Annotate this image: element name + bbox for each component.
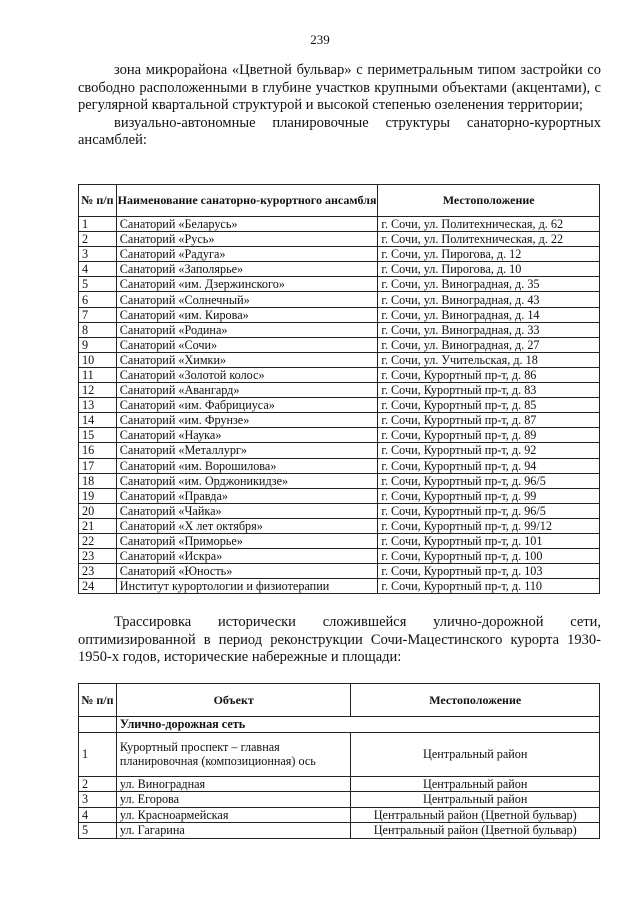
table-header-row xyxy=(79,185,600,217)
row-number: 24 xyxy=(79,579,117,594)
header-number: № п/п xyxy=(79,185,117,217)
row-number: 11 xyxy=(79,367,117,382)
row-location: г. Сочи, ул. Виноградная, д. 35 xyxy=(378,277,600,292)
row-name: Санаторий «Золотой колос» xyxy=(116,367,378,382)
row-number: 10 xyxy=(79,352,117,367)
row-name: Санаторий «Юность» xyxy=(116,564,378,579)
row-name: Санаторий «Авангард» xyxy=(116,383,378,398)
header-location: Местоположение xyxy=(351,684,600,717)
street-table-body xyxy=(79,717,600,839)
table-row xyxy=(79,247,600,262)
row-name: Санаторий «Родина» xyxy=(116,322,378,337)
row-location: г. Сочи, Курортный пр-т, д. 110 xyxy=(378,579,600,594)
table-row xyxy=(79,352,600,367)
table-row xyxy=(79,473,600,488)
row-number: 17 xyxy=(79,458,117,473)
table-header-row xyxy=(79,684,600,717)
row-location: г. Сочи, Курортный пр-т, д. 96/5 xyxy=(378,503,600,518)
row-number: 8 xyxy=(79,322,117,337)
row-number: 19 xyxy=(79,488,117,503)
table-row xyxy=(79,443,600,458)
row-number: 14 xyxy=(79,413,117,428)
table-row xyxy=(79,277,600,292)
row-name: Санаторий «Заполярье» xyxy=(116,262,378,277)
row-name: Санаторий «Металлург» xyxy=(116,443,378,458)
street-network-paragraph: Трассировка исторически сложившейся улично-дорожной сети, оптимизированной в период реконструкции Сочи-Мацестинского курорта 1930-1950-х годов, исторические набережные и площади: xyxy=(78,614,601,665)
row-location: г. Сочи, Курортный пр-т, д. 101 xyxy=(378,533,600,548)
row-location: г. Сочи, ул. Виноградная, д. 43 xyxy=(378,292,600,307)
row-number: 2 xyxy=(79,776,117,792)
row-name: Санаторий «Наука» xyxy=(116,428,378,443)
row-number: 3 xyxy=(79,792,117,808)
row-number: 18 xyxy=(79,473,117,488)
intro-paragraph-2: визуально-автономные планировочные структуры санаторно-курортных ансамблей: xyxy=(78,114,601,148)
row-name: Санаторий «Правда» xyxy=(116,488,378,503)
intro-paragraph-1: зона микрорайона «Цветной бульвар» с периметральным типом застройки со свободно расположенными в глубине участков крупными объектами (акцентами), с регулярной квартальной структурой и высокой степенью озеленения территории; xyxy=(78,62,601,113)
header-object: Объект xyxy=(116,684,351,717)
table-row xyxy=(79,732,600,776)
row-number: 13 xyxy=(79,398,117,413)
row-name: Санаторий «им. Фрунзе» xyxy=(116,413,378,428)
row-name: Санаторий «Сочи» xyxy=(116,337,378,352)
row-location: Центральный район xyxy=(351,792,600,808)
row-number: 12 xyxy=(79,383,117,398)
row-location: г. Сочи, Курортный пр-т, д. 103 xyxy=(378,564,600,579)
table-row xyxy=(79,792,600,808)
street-table xyxy=(78,683,600,839)
table-row xyxy=(79,383,600,398)
row-name: Санаторий «им. Фабрициуса» xyxy=(116,398,378,413)
row-location: г. Сочи, Курортный пр-т, д. 99 xyxy=(378,488,600,503)
row-number: 20 xyxy=(79,503,117,518)
row-location: Центральный район (Цветной бульвар) xyxy=(351,823,600,839)
page-number: 239 xyxy=(310,32,330,47)
row-number: 4 xyxy=(79,262,117,277)
street-network-text xyxy=(78,614,601,667)
table-row xyxy=(79,488,600,503)
row-name: Санаторий «им. Кирова» xyxy=(116,307,378,322)
row-number: 21 xyxy=(79,518,117,533)
row-number: 22 xyxy=(79,533,117,548)
row-location: г. Сочи, Курортный пр-т, д. 83 xyxy=(378,383,600,398)
row-location: Центральный район xyxy=(351,732,600,776)
table-row xyxy=(79,217,600,232)
table-row xyxy=(79,503,600,518)
row-name: Санаторий «им. Орджоникидзе» xyxy=(116,473,378,488)
row-name: Санаторий «им. Дзержинского» xyxy=(116,277,378,292)
table-row xyxy=(79,428,600,443)
table-row xyxy=(79,413,600,428)
row-location: г. Сочи, ул. Учительская, д. 18 xyxy=(378,352,600,367)
row-location: г. Сочи, ул. Виноградная, д. 27 xyxy=(378,337,600,352)
row-location: г. Сочи, ул. Политехническая, д. 62 xyxy=(378,217,600,232)
row-location: г. Сочи, ул. Виноградная, д. 33 xyxy=(378,322,600,337)
table-row xyxy=(79,322,600,337)
table-row xyxy=(79,518,600,533)
header-name: Наименование санаторно-курортного ансамбля xyxy=(116,185,378,217)
row-location: г. Сочи, Курортный пр-т, д. 92 xyxy=(378,443,600,458)
intro-text xyxy=(78,62,601,150)
row-location: г. Сочи, Курортный пр-т, д. 96/5 xyxy=(378,473,600,488)
table-row xyxy=(79,458,600,473)
row-number: 5 xyxy=(79,277,117,292)
row-location: г. Сочи, ул. Виноградная, д. 14 xyxy=(378,307,600,322)
row-number: 7 xyxy=(79,307,117,322)
row-object: ул. Егорова xyxy=(116,792,351,808)
row-location: г. Сочи, ул. Пирогова, д. 12 xyxy=(378,247,600,262)
row-name: Санаторий «Чайка» xyxy=(116,503,378,518)
row-name: Санаторий «Беларусь» xyxy=(116,217,378,232)
row-location: г. Сочи, Курортный пр-т, д. 100 xyxy=(378,549,600,564)
row-location: г. Сочи, ул. Политехническая, д. 22 xyxy=(378,232,600,247)
row-object: ул. Гагарина xyxy=(116,823,351,839)
row-name: Санаторий «Х лет октября» xyxy=(116,518,378,533)
table-row xyxy=(79,307,600,322)
row-name: Санаторий «им. Ворошилова» xyxy=(116,458,378,473)
row-object: ул. Красноармейская xyxy=(116,807,351,823)
row-number: 9 xyxy=(79,337,117,352)
row-name: Санаторий «Радуга» xyxy=(116,247,378,262)
sanatorium-table-body xyxy=(79,217,600,594)
row-location: г. Сочи, Курортный пр-т, д. 89 xyxy=(378,428,600,443)
table-row xyxy=(79,398,600,413)
row-name: Санаторий «Русь» xyxy=(116,232,378,247)
row-number: 15 xyxy=(79,428,117,443)
row-number: 4 xyxy=(79,807,117,823)
table-row xyxy=(79,564,600,579)
row-location: г. Сочи, Курортный пр-т, д. 99/12 xyxy=(378,518,600,533)
row-name: Санаторий «Солнечный» xyxy=(116,292,378,307)
table-row xyxy=(79,533,600,548)
section-label: Улично-дорожная сеть xyxy=(116,717,599,733)
table-row xyxy=(79,823,600,839)
row-location: г. Сочи, Курортный пр-т, д. 87 xyxy=(378,413,600,428)
row-location: г. Сочи, Курортный пр-т, д. 86 xyxy=(378,367,600,382)
row-name: Санаторий «Химки» xyxy=(116,352,378,367)
row-number: 16 xyxy=(79,443,117,458)
table-row xyxy=(79,549,600,564)
table-row xyxy=(79,292,600,307)
row-object: ул. Виноградная xyxy=(116,776,351,792)
row-number: 23 xyxy=(79,564,117,579)
row-location: г. Сочи, Курортный пр-т, д. 85 xyxy=(378,398,600,413)
row-number: 3 xyxy=(79,247,117,262)
table-row xyxy=(79,337,600,352)
row-number: 23 xyxy=(79,549,117,564)
row-object: Курортный проспект – главная планировочная (композиционная) ось xyxy=(116,732,351,776)
row-number: 2 xyxy=(79,232,117,247)
table-row xyxy=(79,807,600,823)
table-row xyxy=(79,367,600,382)
sanatorium-table xyxy=(78,184,600,594)
row-name: Санаторий «Приморье» xyxy=(116,533,378,548)
row-location: Центральный район (Цветной бульвар) xyxy=(351,807,600,823)
row-number: 5 xyxy=(79,823,117,839)
header-number: № п/п xyxy=(79,684,117,717)
row-location: г. Сочи, Курортный пр-т, д. 94 xyxy=(378,458,600,473)
header-location: Местоположение xyxy=(378,185,600,217)
row-number: 1 xyxy=(79,732,117,776)
row-number: 1 xyxy=(79,217,117,232)
row-location: Центральный район xyxy=(351,776,600,792)
row-name: Институт курортологии и физиотерапии xyxy=(116,579,378,594)
row-number: 6 xyxy=(79,292,117,307)
table-row xyxy=(79,262,600,277)
section-row xyxy=(79,717,600,733)
table-row xyxy=(79,232,600,247)
row-name: Санаторий «Искра» xyxy=(116,549,378,564)
row-location: г. Сочи, ул. Пирогова, д. 10 xyxy=(378,262,600,277)
table-row xyxy=(79,579,600,594)
table-row xyxy=(79,776,600,792)
